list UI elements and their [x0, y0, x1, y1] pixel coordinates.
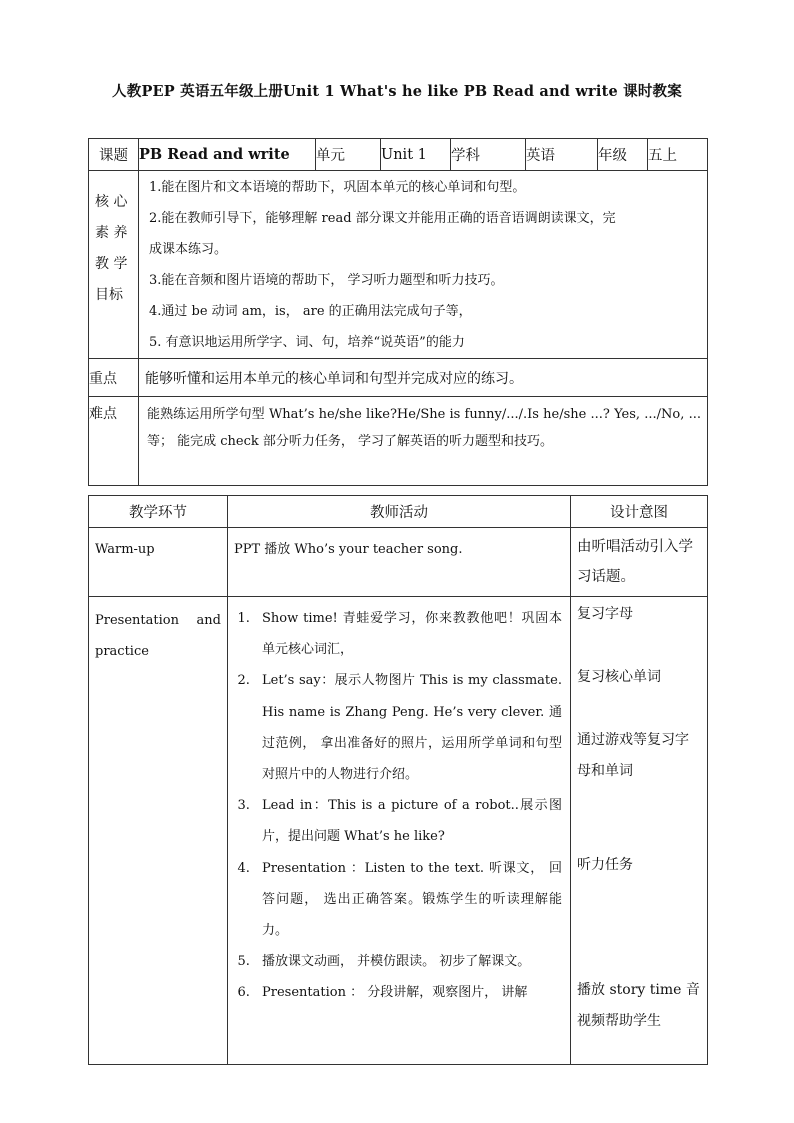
subject-label: 课题 — [89, 139, 139, 171]
activity-item: 1. Show time! 青蛙爱学习，你来教教他吧！巩固本单元核心词汇， — [254, 603, 562, 665]
unit-value: Unit 1 — [381, 139, 451, 171]
goals-row — [89, 171, 708, 359]
subject-value: PB Read and write — [139, 139, 316, 171]
goals-label-line: 教 学 — [95, 256, 128, 272]
process-header-row — [89, 496, 708, 528]
difficulty-row — [89, 397, 708, 486]
document-title: 人教PEP 英语五年级上册Unit 1 What's he like PB Read and write 课时教案 — [112, 83, 682, 100]
presentation-stage: Presentation and practice — [95, 613, 221, 659]
intent-list — [571, 597, 707, 1039]
goals-label — [89, 171, 139, 359]
grade-label: 年级 — [598, 139, 648, 171]
spacer — [577, 787, 701, 850]
course-value: 英语 — [526, 139, 598, 171]
lesson-info-table — [88, 138, 708, 486]
goals-content — [139, 171, 708, 359]
goals-label-line: 目标 — [95, 287, 123, 303]
key-point-label: 重点 — [89, 359, 139, 397]
difficulty-label: 难点 — [89, 397, 139, 486]
goal-item: 2.能在教师引导下，能够理解 read 部分课文并能用正确的语音语调朗读课文，完 — [149, 211, 616, 226]
header-row — [89, 139, 708, 171]
presentation-row — [89, 597, 708, 1065]
spacer — [577, 881, 701, 975]
teaching-process-table — [88, 495, 708, 1065]
warmup-stage: Warm-up — [95, 542, 155, 557]
goal-item: 1.能在图片和文本语境的帮助下，巩固本单元的核心单词和句型。 — [149, 180, 526, 195]
goal-item: 5. 有意识地运用所学字、词、句，培养“说英语”的能力 — [149, 335, 465, 350]
goals-label-line: 核 心 — [95, 194, 128, 210]
grade-value: 五上 — [648, 139, 708, 171]
activity-item: 3. Lead in：This is a picture of a robot..展示图片，提出问题 What’s he like? — [254, 790, 562, 852]
unit-label: 单元 — [316, 139, 381, 171]
goals-label-line: 素 养 — [95, 225, 128, 241]
warmup-row — [89, 528, 708, 597]
intent-item: 通过游戏等复习字母和单词 — [577, 732, 689, 779]
column-header-activity: 教师活动 — [228, 496, 571, 528]
activity-item: 6. Presentation ： 分段讲解，观察图片， 讲解 — [254, 977, 562, 1008]
goal-item: 4.通过 be 动词 am，is， are 的正确用法完成句子等， — [149, 304, 472, 319]
difficulty-cell — [139, 397, 708, 486]
warmup-activity: PPT 播放 Who’s your teacher song. — [234, 542, 463, 557]
difficulty-text: 能熟练运用所学句型 What’s he/she like?He/She is funny/.../.Is he/she ...? Yes, .../No, ...等； 能完成 check 部分听力任务， 学习了解英语的听力题型和技巧。 — [147, 407, 701, 449]
key-point-text: 能够听懂和运用本单元的核心单词和句型并完成对应的练习。 — [139, 359, 708, 397]
column-header-stage: 教学环节 — [89, 496, 228, 528]
course-label: 学科 — [451, 139, 526, 171]
spacer — [577, 693, 701, 725]
intent-item: 复习字母 — [577, 606, 633, 622]
goal-item: 成课本练习。 — [149, 242, 228, 257]
key-point-row — [89, 359, 708, 397]
activity-item: 4. Presentation ：Listen to the text. 听课文， 回答问题， 选出正确答案。锻炼学生的听读理解能力。 — [254, 853, 562, 947]
activity-item: 5. 播放课文动画， 并模仿跟读。 初步了解课文。 — [254, 946, 562, 977]
spacer — [577, 630, 701, 662]
activity-item: 2. Let’s say：展示人物图片 This is my classmate. His name is Zhang Peng. He’s very clever. 通过范例， 拿出准备好的照片，运用所学单词和句型对照片中的人物进行介绍。 — [254, 665, 562, 790]
goal-item: 3.能在音频和图片语境的帮助下， 学习听力题型和听力技巧。 — [149, 273, 504, 288]
column-header-intent: 设计意图 — [571, 496, 708, 528]
intent-item: 播放 story time 音视频帮助学生 — [577, 982, 700, 1029]
warmup-intent: 由听唱活动引入学习话题。 — [577, 539, 693, 585]
activity-list — [228, 597, 570, 1009]
intent-item: 听力任务 — [577, 857, 633, 873]
intent-item: 复习核心单词 — [577, 669, 661, 685]
